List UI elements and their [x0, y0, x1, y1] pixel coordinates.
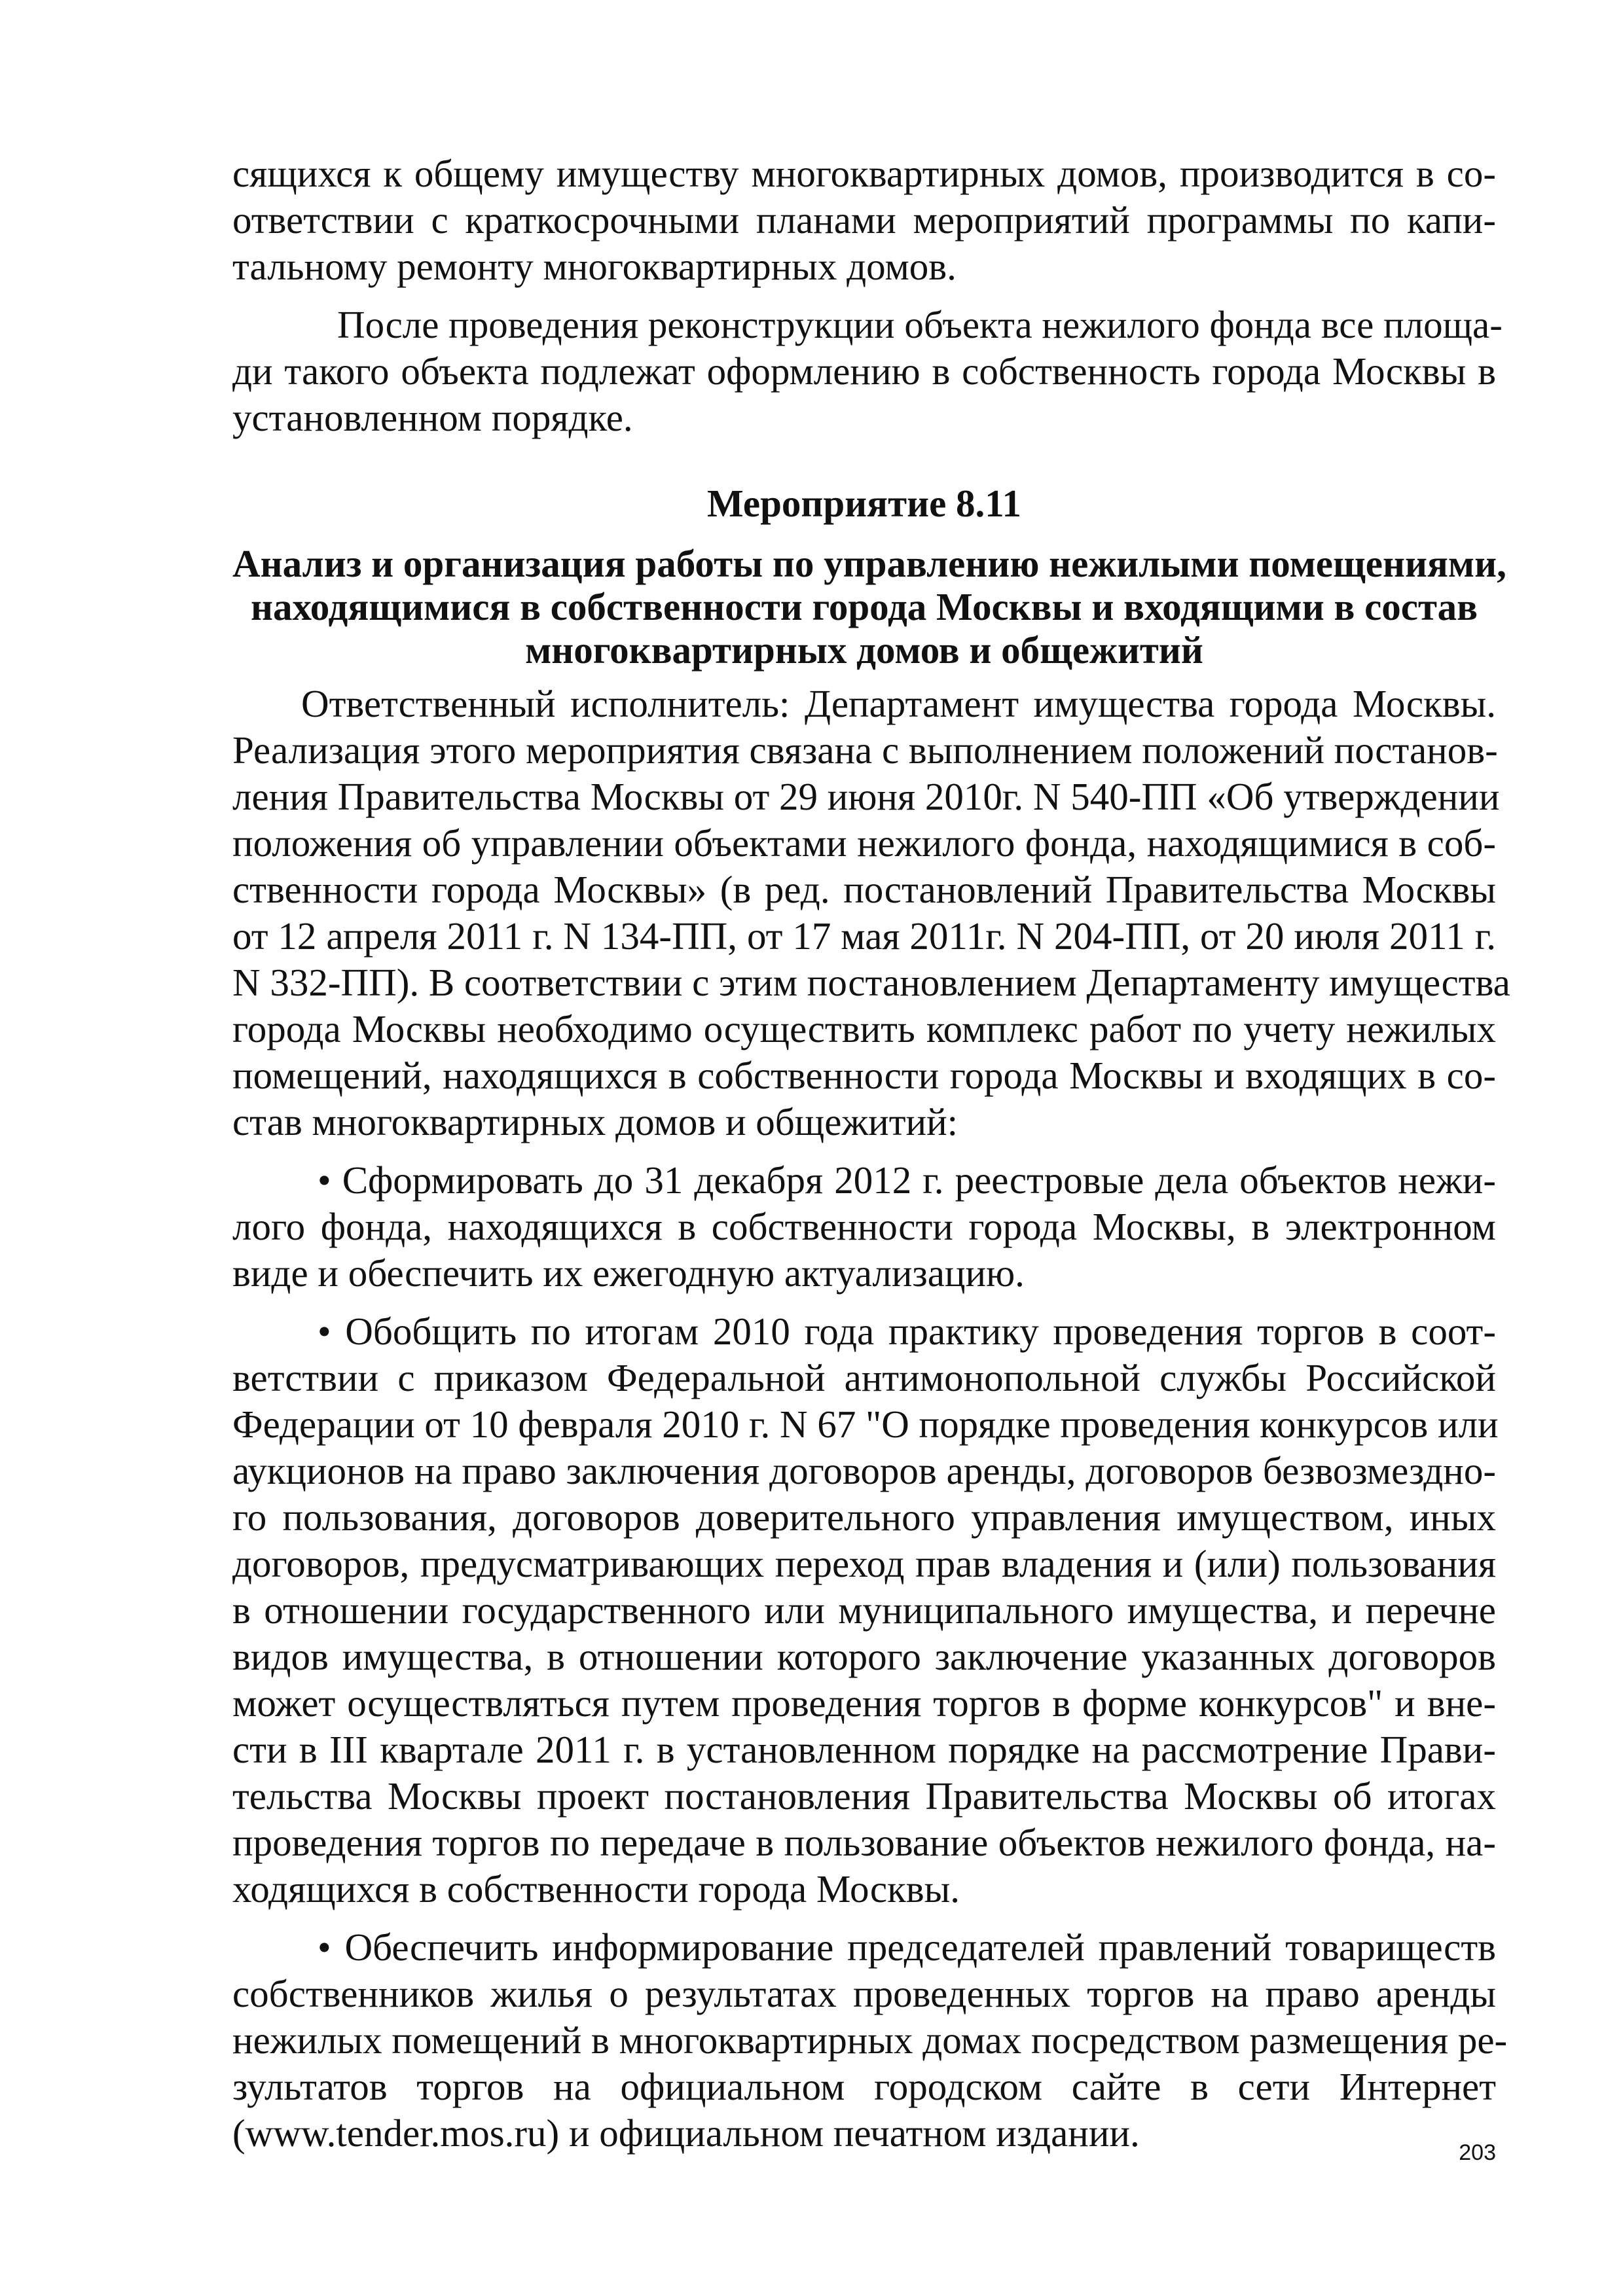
text-line: ления Правительства Москвы от 29 июня 2010г. N 540-ПП «Об утверждении	[232, 775, 1500, 818]
text-line: в отношении государственного или муниципального имущества, и перечне	[232, 1588, 1496, 1632]
text-line: от 12 апреля 2011 г. N 134-ПП, от 17 мая 2011г. N 204-ПП, от 20 июля 2011 г.	[232, 914, 1496, 958]
text-line: аукционов на право заключения договоров аренды, договоров безвозмездно-	[232, 1449, 1496, 1492]
heading-line: Анализ и организация работы по управлению нежилыми помещениями,	[232, 542, 1506, 585]
text-line: Реализация этого мероприятия связана с выполнением положений постанов-	[232, 728, 1498, 772]
text-line: видов имущества, в отношении которого заключение указанных договоров	[232, 1635, 1496, 1678]
text-line: ответствии с краткосрочными планами мероприятий программы по капи-	[232, 198, 1496, 242]
heading-line: многоквартирных домов и общежитий	[525, 628, 1203, 672]
text-line: положения об управлении объектами нежилого фонда, находящимися в соб-	[232, 821, 1496, 865]
text-line: го пользования, договоров доверительного управления имуществом, иных	[232, 1496, 1496, 1539]
text-line: сти в III квартале 2011 г. в установленном порядке на рассмотрение Прави-	[232, 1728, 1496, 1771]
text-line: лого фонда, находящихся в собственности города Москвы, в электронном	[232, 1205, 1496, 1248]
text-line: проведения торгов по передаче в пользование объектов нежилого фонда, на-	[232, 1821, 1496, 1864]
text-line: • Сформировать до 31 декабря 2012 г. реестровые дела объектов нежи-	[318, 1158, 1496, 1202]
text-line: помещений, находящихся в собственности города Москвы и входящих в со-	[232, 1054, 1496, 1097]
section-number-line: Мероприятие 8.11	[706, 482, 1022, 525]
text-line: N 332-ПП). В соответствии с этим постановлением Департаменту имущества	[232, 961, 1510, 1004]
section-heading	[232, 542, 1506, 672]
text-line: Ответственный исполнитель: Департамент имущества города Москвы.	[301, 682, 1496, 725]
bullet-item-registry	[232, 1157, 1496, 1297]
responsible-paragraph	[232, 681, 1510, 1145]
text-line: Федерации от 10 февраля 2010 г. N 67 "О порядке проведения конкурсов или	[232, 1403, 1499, 1446]
text-line: ди такого объекта подлежат оформлению в собственность города Москвы в	[232, 350, 1496, 393]
text-line: зультатов торгов на официальном городском сайте в сети Интернет	[232, 2065, 1496, 2108]
text-line: может осуществляться путем проведения торгов в форме конкурсов" и вне-	[232, 1681, 1496, 1725]
text-line: сящихся к общему имуществу многоквартирных домов, производится в со-	[232, 152, 1496, 195]
bullet-item-tenders	[232, 1308, 1499, 1912]
section-number-title	[232, 482, 1496, 525]
text-line: тальному ремонту многоквартирных домов.	[232, 245, 957, 288]
text-line: виде и обеспечить их ежегодную актуализацию.	[232, 1251, 1025, 1295]
intro-paragraph	[232, 151, 1496, 290]
text-line: (www.tender.mos.ru) и официальном печатном издании.	[232, 2111, 1140, 2155]
text-line: став многоквартирных домов и общежитий:	[232, 1100, 958, 1143]
text-line: установленном порядке.	[232, 396, 633, 439]
text-line: нежилых помещений в многоквартирных домах посредством размещения ре-	[232, 2018, 1508, 2062]
text-line: договоров, предусматривающих переход прав владения и (или) пользования	[232, 1542, 1496, 1585]
page-number: 203	[1459, 2140, 1496, 2165]
text-line: ветствии с приказом Федеральной антимонопольной службы Российской	[232, 1356, 1496, 1399]
text-line: После проведения реконструкции объекта нежилого фонда все площа-	[337, 303, 1503, 346]
bullet-item-informing	[232, 1924, 1508, 2157]
text-line: ственности города Москвы» (в ред. постановлений Правительства Москвы	[232, 868, 1496, 911]
reconstruction-paragraph	[232, 302, 1503, 441]
document-page	[232, 151, 1510, 2157]
text-line: ходящихся в собственности города Москвы.	[232, 1867, 960, 1910]
text-line: города Москвы необходимо осуществить комплекс работ по учету нежилых	[232, 1007, 1496, 1050]
text-line: • Обеспечить информирование председателей правлений товариществ	[318, 1926, 1496, 1969]
text-line: • Обобщить по итогам 2010 года практику проведения торгов в соот-	[318, 1310, 1496, 1353]
text-line: собственников жилья о результатах проведенных торгов на право аренды	[232, 1972, 1496, 2015]
text-line: тельства Москвы проект постановления Правительства Москвы об итогах	[232, 1774, 1496, 1818]
heading-line: находящимися в собственности города Москвы и входящими в состав	[250, 585, 1478, 628]
